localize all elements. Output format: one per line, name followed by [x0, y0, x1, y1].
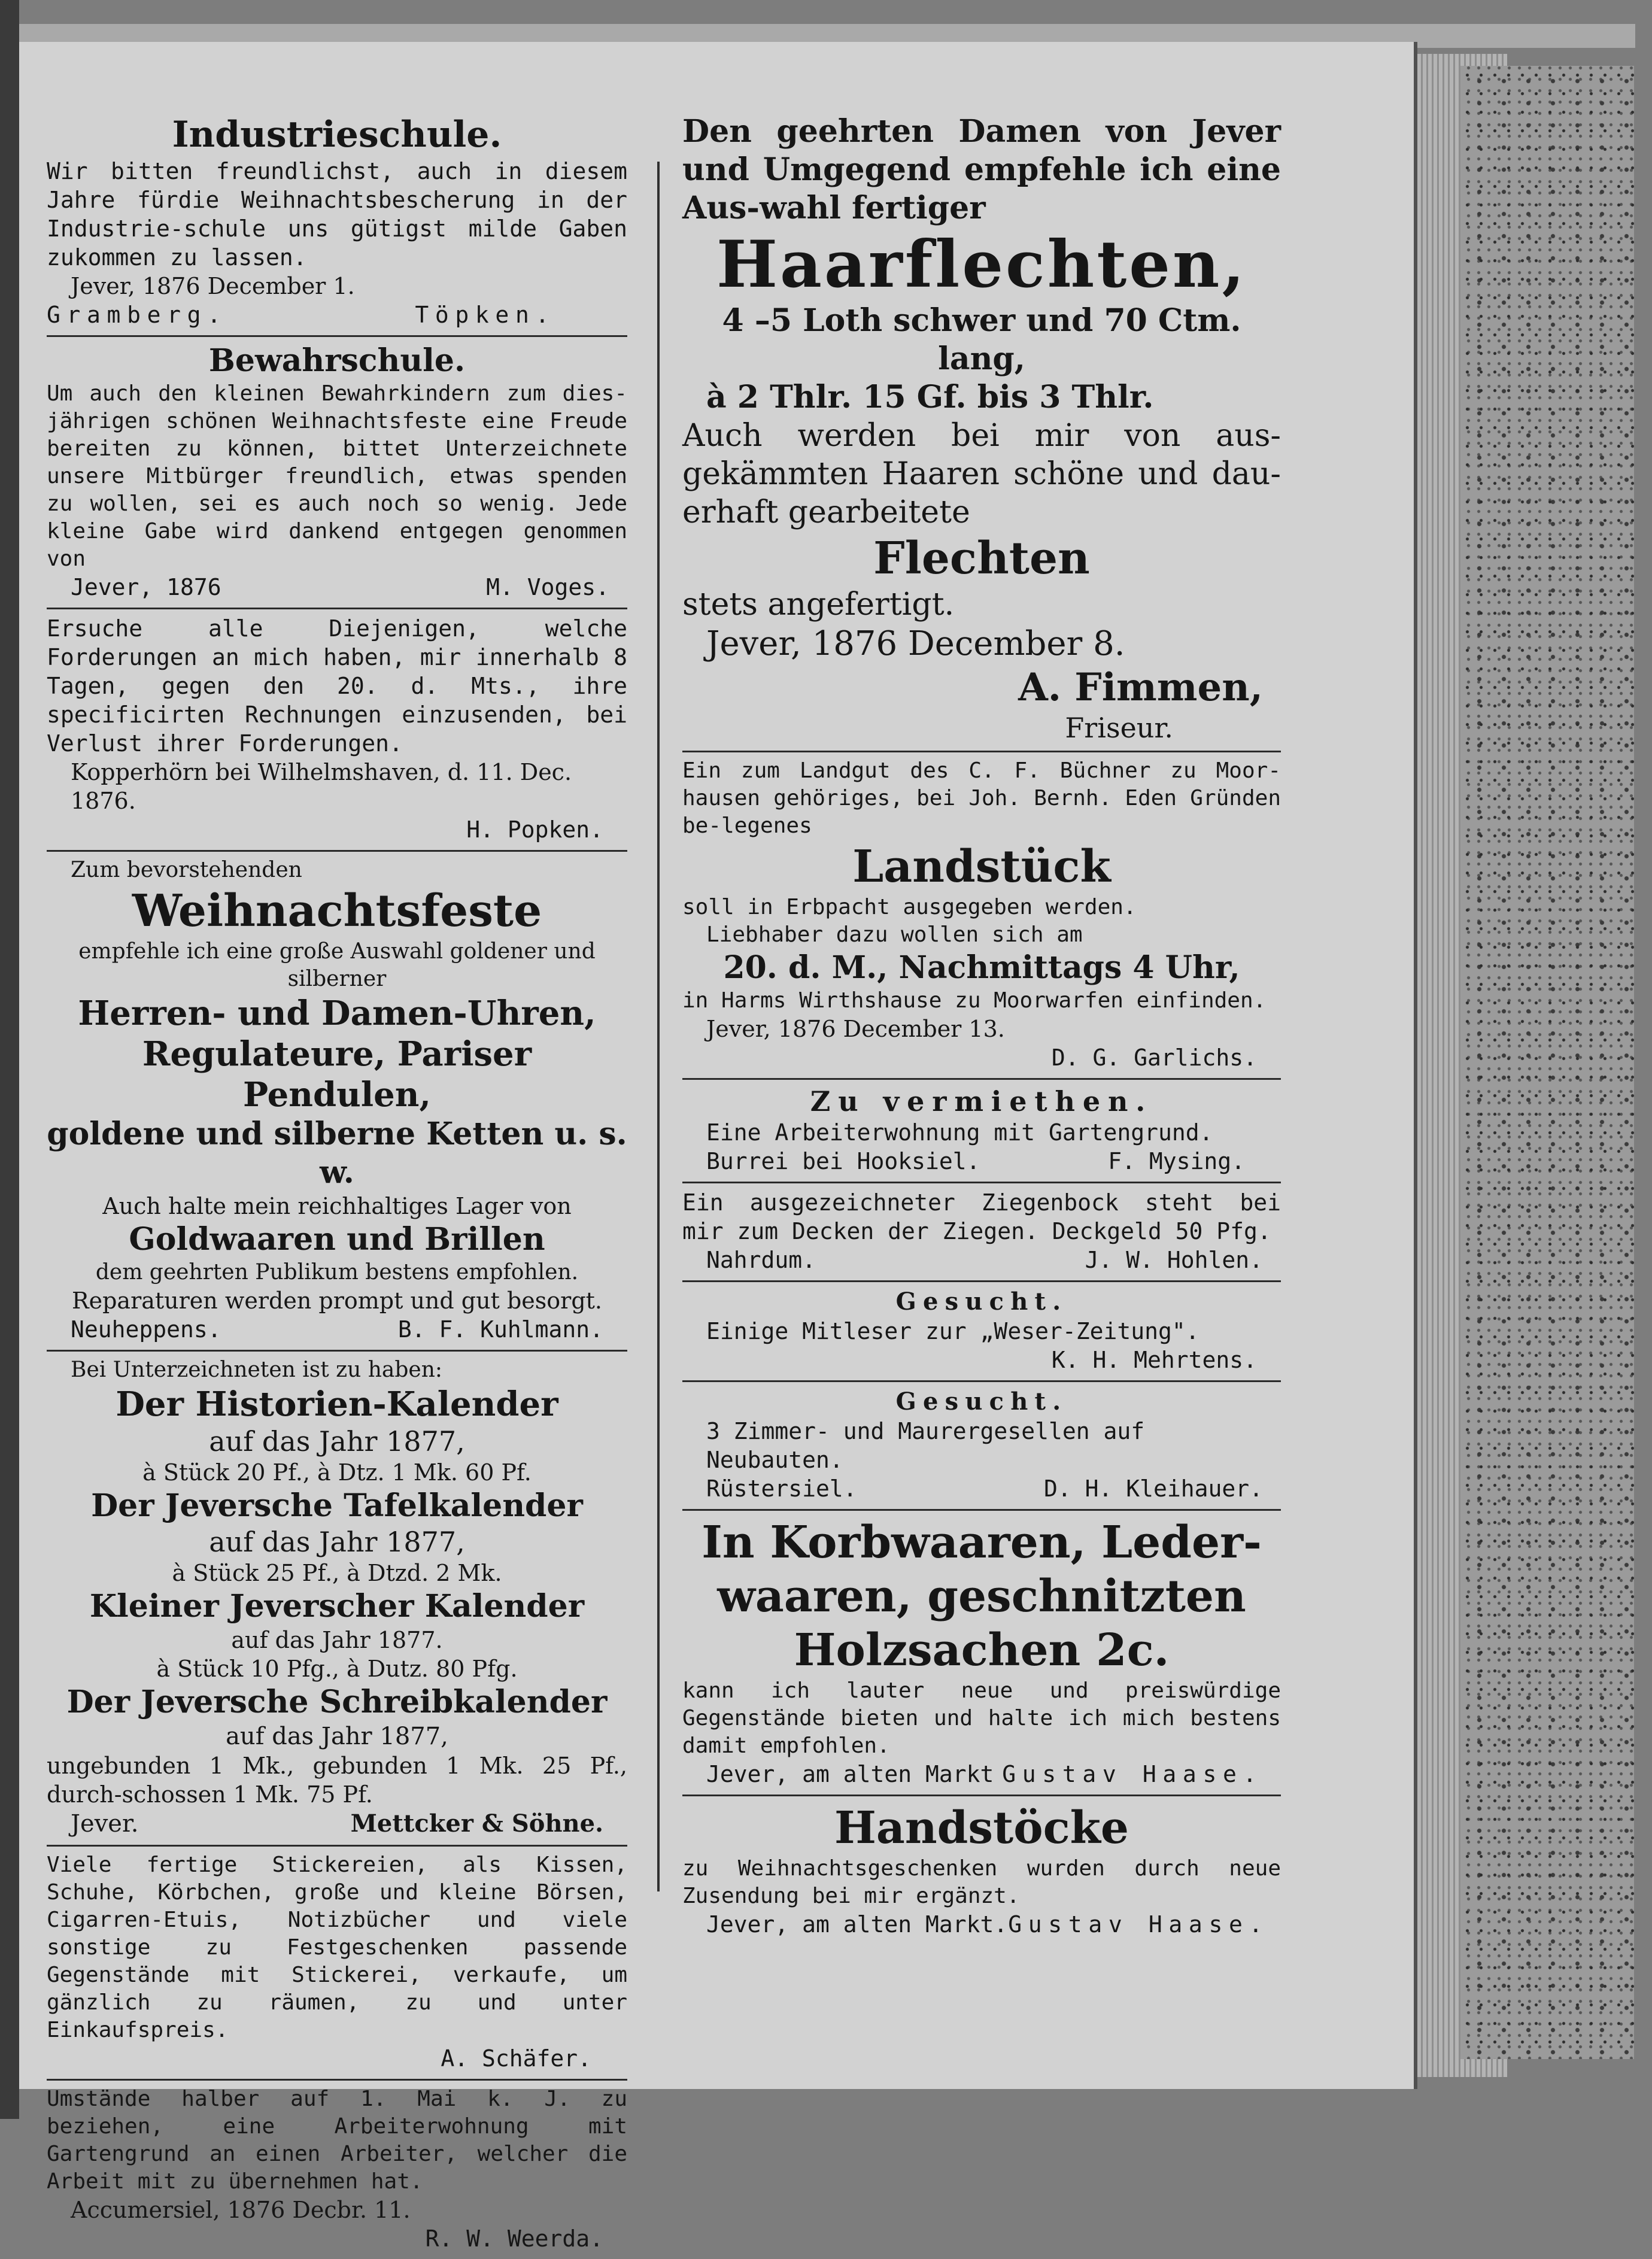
ad-title: Bewahrschule.	[208, 342, 466, 379]
signer-left: Jever, 1876	[71, 574, 221, 600]
ad-signature	[682, 1760, 1281, 1789]
ad-job: Friseur.	[1065, 712, 1173, 744]
ad-date: Jever, 1876 December 8.	[706, 624, 1125, 663]
signer-left: Burrei bei Hooksiel.	[706, 1148, 980, 1174]
ad-date: Jever, 1876 December 1.	[71, 273, 355, 299]
ad-schaefer	[47, 1847, 627, 2081]
ad-intro: Zum bevorstehenden	[71, 858, 302, 882]
calendar-year: auf das Jahr 1877,	[209, 1425, 465, 1458]
signer-right: M. Voges.	[486, 574, 609, 600]
ad-signature: H. Popken.	[466, 816, 603, 843]
right-column	[682, 108, 1281, 1945]
calendar-price: à Stück 10 Pfg., à Dutz. 80 Pfg.	[156, 1656, 518, 1682]
ad-line: 20. d. M., Nachmittags 4 Uhr,	[723, 949, 1240, 986]
calendar-price: ungebunden 1 Mk., gebunden 1 Mk. 25 Pf., durch-schossen 1 Mk. 75 Pf.	[47, 1753, 627, 1808]
ad-line: empfehle ich eine große Auswahl goldener und silberner	[78, 939, 596, 991]
ad-line: 4 –5 Loth schwer und 70 Ctm. lang,	[722, 302, 1241, 377]
ad-date: Jever, 1876 December 13.	[706, 1016, 1005, 1042]
ad-body: Viele fertige Stickereien, als Kissen, Schuhe, Körbchen, große und kleine Börsen, Cigarren-Etuis, Notizbücher und viele sonstige zu Festgeschenken passende Gegenstände mit Stickerei, verkaufe, um gänzlich zu räumen, zu und unter Einkaufspreis.	[47, 1853, 627, 2042]
ad-signature	[682, 1147, 1281, 1176]
signer-right: F. Mysing.	[1108, 1148, 1245, 1174]
ad-line: Herren- und Damen-Uhren,	[78, 994, 596, 1033]
ad-body: Ersuche alle Diejenigen, welche Forderungen an mich haben, mir innerhalb 8 Tagen, gegen den 20. d. Mts., ihre specificirten Rechnungen einzusenden, bei Verlust ihrer Forderungen.	[47, 615, 627, 757]
ad-title: Handstöcke	[834, 1802, 1129, 1854]
ad-body: 3 Zimmer- und Maurergesellen auf Neubauten.	[706, 1418, 1145, 1473]
ad-fimmen	[682, 108, 1281, 752]
ad-signature: K. H. Mehrtens.	[1051, 1347, 1257, 1373]
ad-line: Regulateure, Pariser Pendulen,	[142, 1034, 532, 1115]
ad-body: Ein ausgezeichneter Ziegenbock steht bei mir zum Decken der Ziegen. Deckgeld 50 Pfg.	[682, 1189, 1281, 1244]
ad-body: Um auch den kleinen Bewahrkindern zum dies-jährigen schönen Weihnachtsfeste eine Freude bereiten zu können, bittet Unterzeichnete unsere Mitbürger freundlich, etwas spenden zu wollen, sei es auch noch so wenig. Jede kleine Gabe wird dankend entgegen genommen von	[47, 381, 627, 571]
ad-signature: R. W. Weerda.	[425, 2225, 603, 2252]
calendar-price: à Stück 25 Pf., à Dtzd. 2 Mk.	[172, 1560, 502, 1586]
signer-left: Gramberg.	[47, 302, 227, 328]
calendar-price: à Stück 20 Pf., à Dtz. 1 Mk. 60 Pf.	[142, 1459, 532, 1486]
calendar-title: Der Jeversche Tafelkalender	[91, 1487, 583, 1524]
calendar-year: auf das Jahr 1877.	[231, 1627, 443, 1653]
ad-title: Industrieschule.	[172, 114, 502, 156]
ad-industrieschule	[47, 108, 627, 337]
ad-line: Auch werden bei mir von aus-gekämmten Haaren schöne und dau-erhaft gearbeitete	[682, 418, 1281, 530]
ad-line: goldene und silberne Ketten u. s. w.	[47, 1116, 627, 1191]
signer-right: J. W. Hohlen.	[1085, 1247, 1263, 1273]
ad-place: Kopperhörn bei Wilhelmshaven, d. 11. Dec. 1876.	[71, 759, 572, 814]
ad-haase-korbwaaren	[682, 1511, 1281, 1796]
ad-line: Goldwaaren und Brillen	[129, 1221, 545, 1258]
calendar-title: Der Historien-Kalender	[116, 1384, 558, 1424]
signer-right: Mettcker & Söhne.	[350, 1809, 603, 1838]
ad-signature: A. Schäfer.	[441, 2045, 591, 2072]
ad-signature	[682, 1474, 1281, 1503]
ad-title: Haarflechten,	[716, 227, 1247, 302]
ad-body: kann ich lauter neue und preiswürdige Gegenstände bieten und halte ich mich bestens damit empfohlen.	[682, 1678, 1281, 1758]
ad-title: Weihnachtsfeste	[132, 885, 542, 937]
ad-intro: Bei Unterzeichneten ist zu haben:	[71, 1358, 443, 1382]
signer-right: Gustav Haase.	[1008, 1911, 1269, 1938]
ad-kuhlmann	[47, 852, 627, 1352]
speckled-book-cover	[1460, 66, 1634, 2059]
ad-mehrtens	[682, 1282, 1281, 1382]
ad-line: in Harms Wirthshause zu Moorwarfen einfinden.	[682, 988, 1267, 1013]
ad-line: Auch halte mein reichhaltiges Lager von	[102, 1193, 572, 1219]
ad-kleihauer	[682, 1382, 1281, 1511]
ad-title: Landstück	[852, 841, 1111, 892]
ad-signature	[47, 1315, 627, 1344]
ad-title: In Korbwaaren, Leder-waaren, geschnitzten Holzsachen 2c.	[702, 1517, 1262, 1676]
ad-signature: D. G. Garlichs.	[1051, 1045, 1257, 1071]
ad-hohlen	[682, 1183, 1281, 1282]
ad-body: Einige Mitleser zur „Weser-Zeitung".	[706, 1318, 1199, 1344]
ad-line: dem geehrten Publikum bestens empfohlen.	[95, 1260, 579, 1285]
ad-title: Gesucht.	[895, 1387, 1068, 1416]
ad-intro: Den geehrten Damen von Jever und Umgegend empfehle ich eine Aus-wahl fertiger	[682, 113, 1281, 226]
signer-left: Rüstersiel.	[706, 1475, 857, 1502]
ad-signature	[682, 1910, 1281, 1939]
calendar-year: auf das Jahr 1877,	[226, 1723, 448, 1750]
ad-title: Gesucht.	[895, 1288, 1068, 1316]
ad-title: Zu vermiethen.	[810, 1085, 1153, 1118]
calendar-title: Der Jeversche Schreibkalender	[66, 1684, 608, 1720]
ad-body: Eine Arbeiterwohnung mit Gartengrund.	[706, 1119, 1213, 1146]
ad-signature	[47, 573, 627, 602]
ad-body: zu Weihnachtsgeschenken wurden durch neue Zusendung bei mir ergänzt.	[682, 1856, 1281, 1908]
ad-body: Umstände halber auf 1. Mai k. J. zu beziehen, eine Arbeiterwohnung mit Gartengrund an einen Arbeiter, welcher die Arbeit mit zu übernehmen hat.	[47, 2087, 627, 2194]
ad-signature	[47, 1809, 627, 1839]
signer-right: D. H. Kleihauer.	[1043, 1475, 1263, 1502]
ad-bewahrschule	[47, 337, 627, 609]
ad-garlichs	[682, 752, 1281, 1080]
signer-left: Jever.	[71, 1810, 139, 1838]
signer-right: Töpken.	[415, 302, 555, 328]
signer-right: B. F. Kuhlmann.	[397, 1316, 603, 1343]
ad-signature: A. Fimmen,	[1018, 665, 1263, 710]
ad-line: à 2 Thlr. 15 Gf. bis 3 Thlr.	[706, 379, 1154, 415]
column-divider	[657, 162, 660, 1891]
ad-line: Reparaturen werden prompt und gut besorgt.	[71, 1288, 602, 1314]
ad-line: soll in Erbpacht ausgegeben werden.	[682, 895, 1137, 919]
signer-left: Jever, am alten Markt.	[706, 1911, 1008, 1938]
signer-right: Gustav Haase.	[1002, 1761, 1263, 1787]
ad-title-secondary: Flechten	[873, 533, 1090, 584]
signer-left: Neuheppens.	[71, 1316, 221, 1343]
ad-haase-handstoecke	[682, 1796, 1281, 1945]
calendar-year: auf das Jahr 1877,	[209, 1526, 465, 1558]
signer-left: Nahrdum.	[706, 1247, 816, 1273]
ad-kalender	[47, 1352, 627, 1847]
ad-popken	[47, 609, 627, 852]
ad-signature	[682, 1246, 1281, 1274]
ad-body: Ein zum Landgut des C. F. Büchner zu Moor-hausen gehöriges, bei Joh. Bernh. Eden Gründen be-legenes	[682, 758, 1281, 838]
left-page-edge	[0, 0, 19, 2119]
ad-signature	[47, 300, 627, 329]
ad-body: Wir bitten freundlichst, auch in diesem Jahre fürdie Weihnachtsbescherung in der Industrie-schule uns gütigst milde Gaben zukommen zu lassen.	[47, 158, 627, 271]
calendar-title: Kleiner Jeverscher Kalender	[89, 1588, 585, 1625]
ad-weerda	[47, 2081, 627, 2259]
ad-date: Accumersiel, 1876 Decbr. 11.	[71, 2197, 411, 2223]
ad-mysing	[682, 1080, 1281, 1183]
ad-line: stets angefertigt.	[682, 587, 955, 623]
ad-line: Liebhaber dazu wollen sich am	[706, 922, 1083, 947]
signer-left: Jever, am alten Markt	[706, 1761, 994, 1787]
left-column	[47, 108, 627, 2259]
